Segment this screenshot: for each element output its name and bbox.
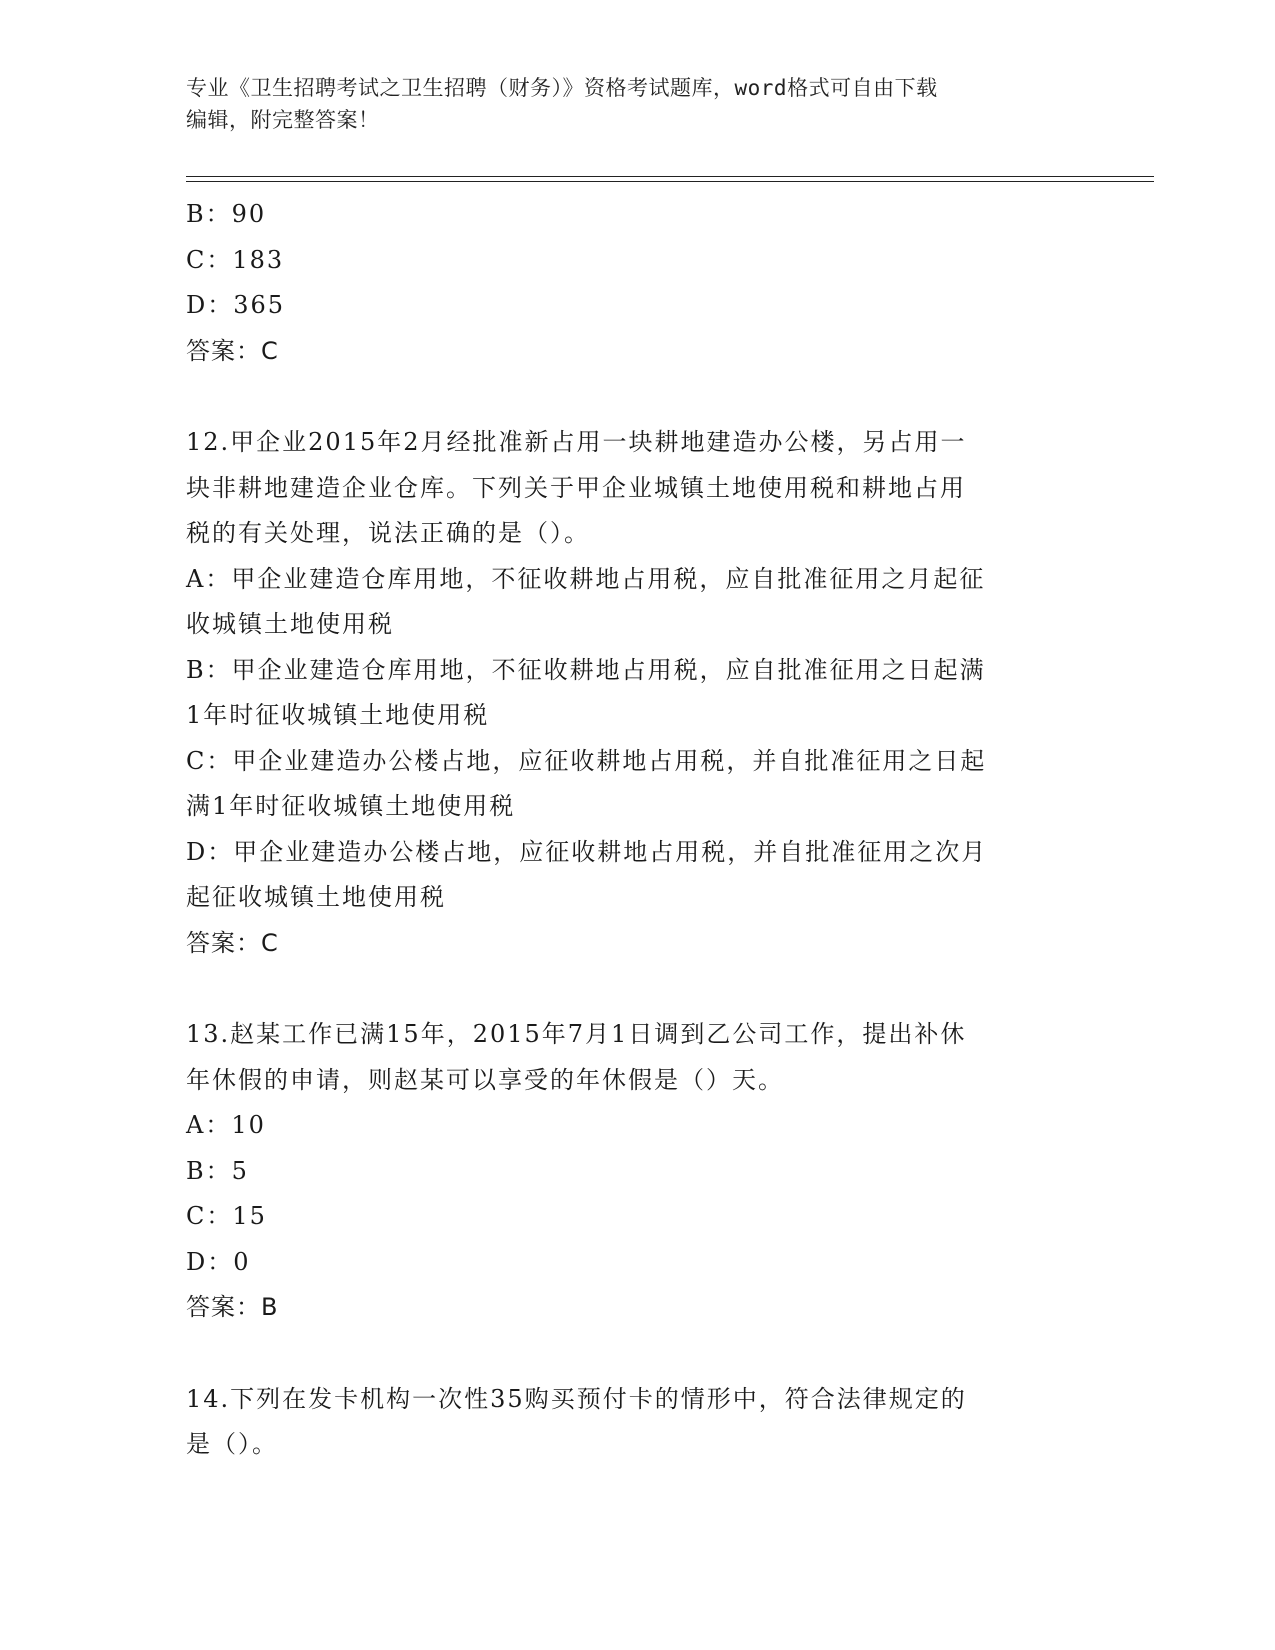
question-stem-line: 块非耕地建造企业仓库。下列关于甲企业城镇土地使用税和耕地占用: [186, 473, 966, 502]
answer-line: 答案：C: [186, 928, 279, 957]
document-header: [186, 72, 1086, 136]
option-a: A：甲企业建造仓库用地，不征收耕地占用税，应自批准征用之月起征: [186, 564, 986, 593]
option-d: D：0: [186, 1247, 251, 1276]
question-stem-line: 13.赵某工作已满15年，2015年7月1日调到乙公司工作，提出补休: [186, 1020, 967, 1048]
option-b: B：5: [186, 1156, 249, 1185]
question-stem-line: 年休假的申请，则赵某可以享受的年休假是（）天。: [186, 1065, 784, 1094]
question-stem-line: 税的有关处理，说法正确的是（）。: [186, 519, 590, 547]
question-spacer: [186, 966, 1086, 1012]
option-d-continued: 起征收城镇土地使用税: [186, 883, 446, 911]
option-c-continued: 满1年时征收城镇土地使用税: [186, 792, 516, 820]
header-divider-bottom: [186, 181, 1154, 182]
option-b: B：甲企业建造仓库用地，不征收耕地占用税，应自批准征用之日起满: [186, 655, 986, 684]
option-d: D：甲企业建造办公楼占地，应征收耕地占用税，并自批准征用之次月: [186, 837, 988, 866]
question-spacer: [186, 374, 1086, 420]
option-a: A：10: [186, 1111, 266, 1139]
option-c: C：183: [186, 245, 285, 274]
option-b-continued: 1年时征收城镇土地使用税: [186, 701, 490, 729]
question-stem-line: 是（）。: [186, 1430, 278, 1458]
header-line-1: 专业《卫生招聘考试之卫生招聘（财务）》资格考试题库，word格式可自由下载: [186, 76, 938, 100]
option-c: C：甲企业建造办公楼占地，应征收耕地占用税，并自批准征用之日起: [186, 746, 987, 775]
option-b: B：90: [186, 200, 267, 228]
header-divider-top: [186, 176, 1154, 177]
question-12: [186, 420, 1086, 966]
question-stem-line: 14.下列在发卡机构一次性35购买预付卡的情形中，符合法律规定的: [186, 1384, 967, 1413]
header-line-2: 编辑，附完整答案！: [186, 108, 380, 132]
question-13: [186, 1012, 1086, 1331]
question-14: [186, 1377, 1086, 1468]
answer-line: 答案：B: [186, 1293, 279, 1321]
option-a-continued: 收城镇土地使用税: [186, 610, 394, 638]
question-stem-line: 12.甲企业2015年2月经批准新占用一块耕地建造办公楼，另占用一: [186, 428, 967, 456]
question-spacer: [186, 1331, 1086, 1377]
option-d: D：365: [186, 291, 286, 319]
option-c: C：15: [186, 1202, 267, 1230]
answer-line: 答案：C: [186, 336, 279, 365]
previous-question-tail: [186, 192, 1086, 374]
document-body: [186, 192, 1086, 1468]
